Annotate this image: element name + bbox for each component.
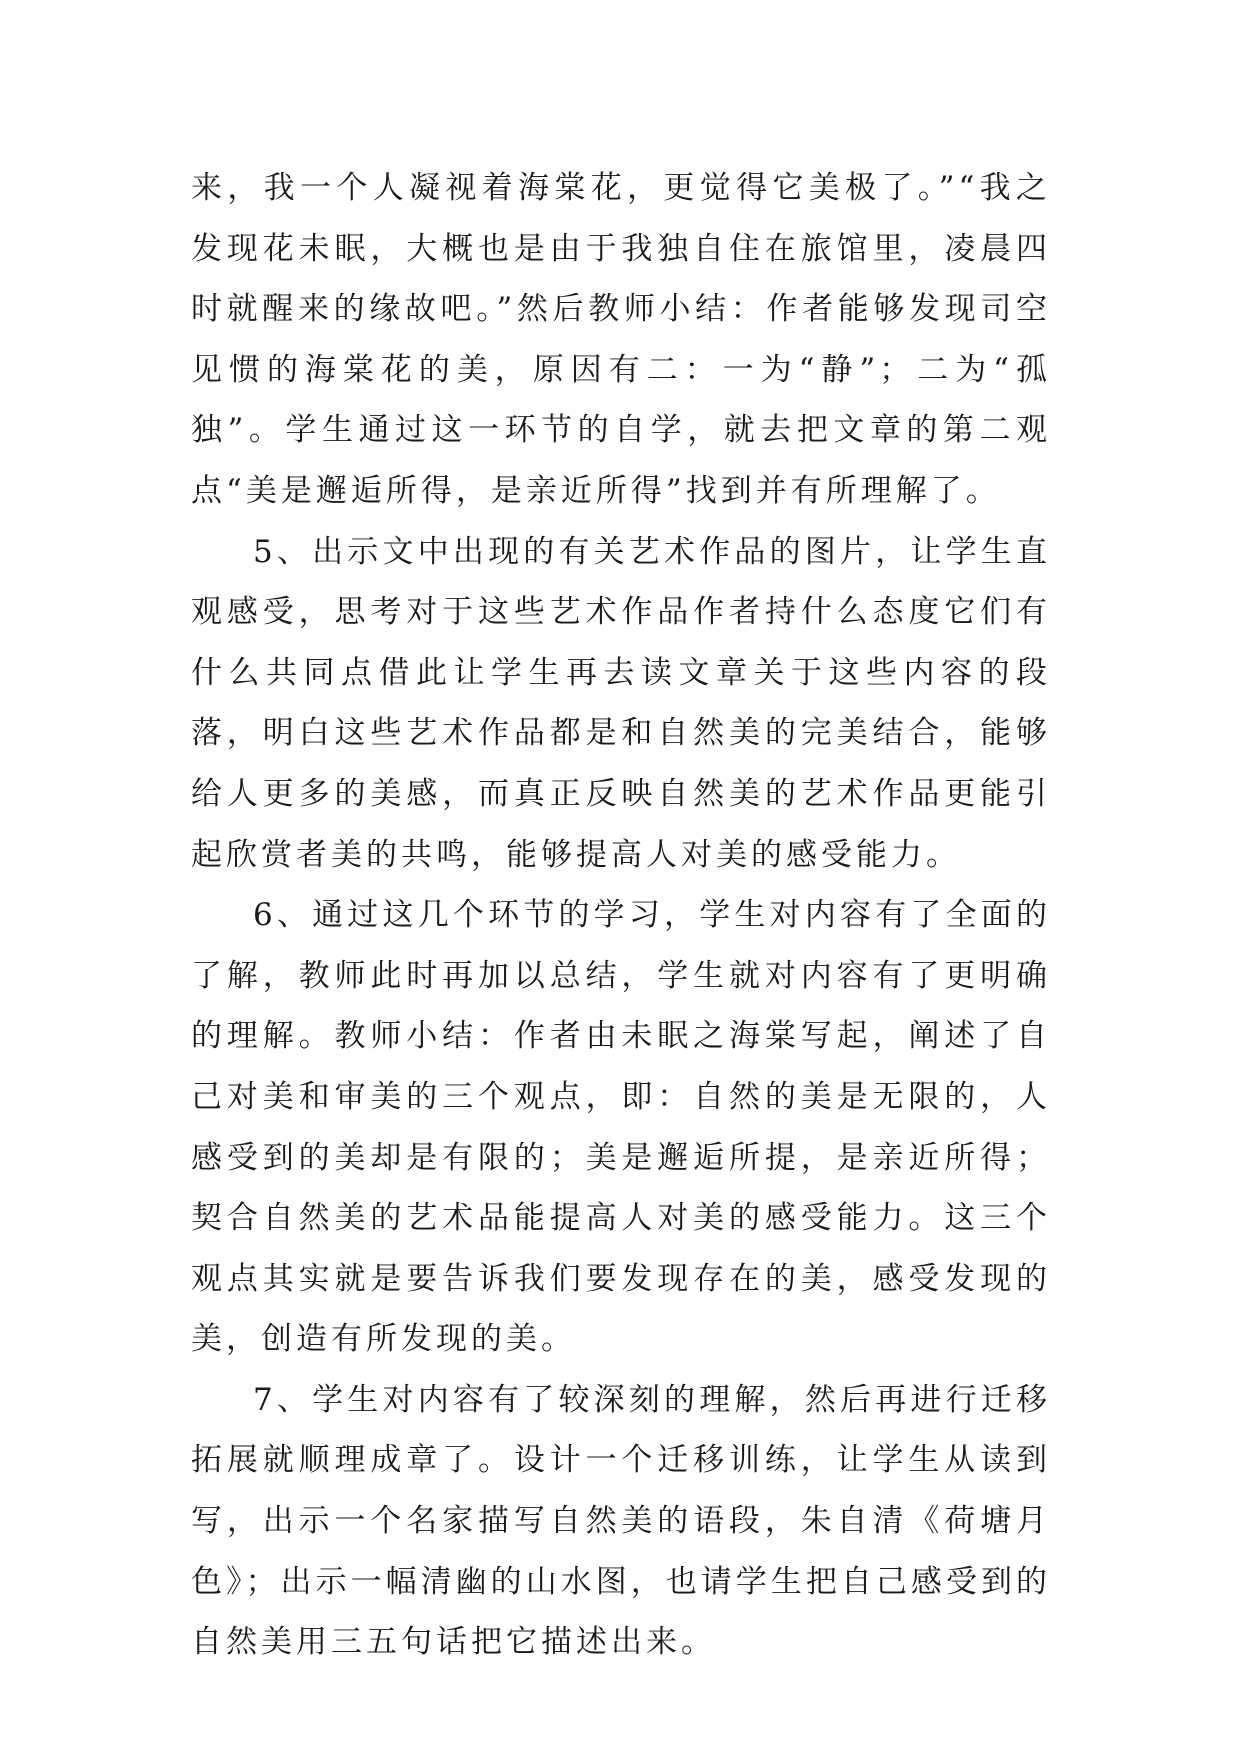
paragraph-continued: 来，我一个人凝视着海棠花，更觉得它美极了。”“我之发现花未眠，大概也是由于我独自住在旅馆里，凌晨四时就醒来的缘故吧。”然后教师小结：作者能够发现司空见惯的海棠花的美，原因有二：一为“静”；二为“孤独”。学生通过这一环节的自学，就去把文章的第二观点“美是邂逅所得，是亲近所得”找到并有所理解了。 [191, 170, 1051, 509]
paragraph-step-5: 5、出示文中出现的有关艺术作品的图片，让学生直观感受，思考对于这些艺术作品作者持什么态度它们有什么共同点借此让学生再去读文章关于这些内容的段落，明白这些艺术作品都是和自然美的完美结合，能够给人更多的美感，而真正反映自然美的艺术作品更能引起欣赏者美的共鸣，能够提高人对美的感受能力。 [191, 533, 1051, 873]
paragraph-step-7: 7、学生对内容有了较深刻的理解，然后再进行迁移拓展就顺理成章了。设计一个迁移训练，让学生从读到写，出示一个名家描写自然美的语段，朱自清《荷塘月色》；出示一幅清幽的山水图，也请学生把自己感受到的自然美用三五句话把它描述出来。 [191, 1381, 1051, 1661]
paragraph-step-6: 6、通过这几个环节的学习，学生对内容有了全面的了解，教师此时再加以总结，学生就对内容有了更明确的理解。教师小结：作者由未眠之海棠写起，阐述了自己对美和审美的三个观点，即：自然的美是无限的，人感受到的美却是有限的；美是邂逅所提，是亲近所得；契合自然美的艺术品能提高人对美的感受能力。这三个观点其实就是要告诉我们要发现存在的美，感受发现的美，创造有所发现的美。 [191, 897, 1051, 1358]
body-text [191, 158, 1051, 1673]
